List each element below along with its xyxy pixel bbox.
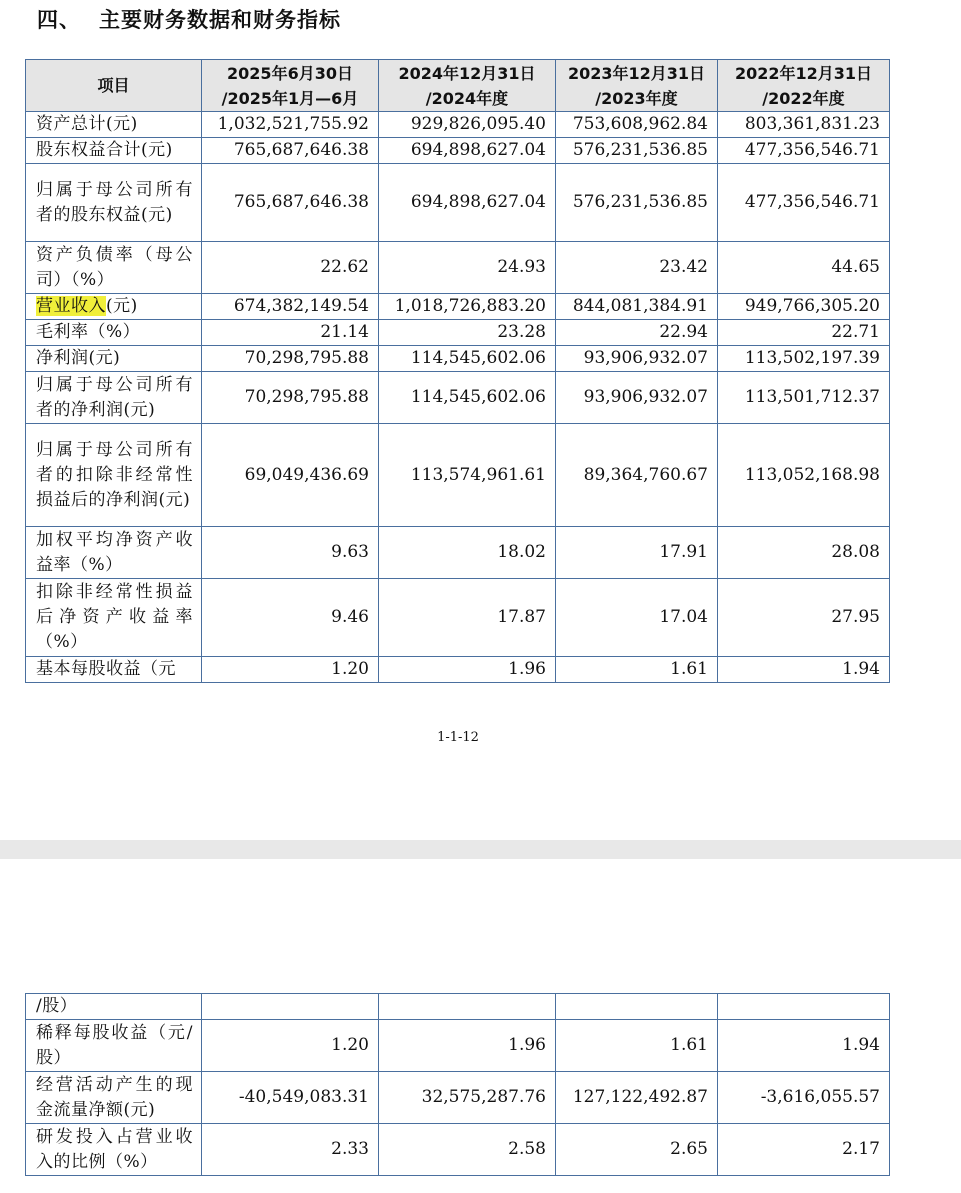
cell-value: 1.61 bbox=[556, 657, 718, 683]
page-separator bbox=[0, 840, 961, 859]
row-label: 加权平均净资产收益率（%） bbox=[26, 527, 202, 579]
cell-value: 69,049,436.69 bbox=[202, 424, 379, 527]
cell-value: 2.65 bbox=[556, 1124, 718, 1176]
table-row bbox=[26, 527, 890, 579]
cell-value: -3,616,055.57 bbox=[718, 1072, 890, 1124]
cell-value: 17.87 bbox=[379, 579, 556, 657]
cell-value: 23.42 bbox=[556, 242, 718, 294]
cell-value: 18.02 bbox=[379, 527, 556, 579]
cell-value bbox=[718, 994, 890, 1020]
cell-value: 1.96 bbox=[379, 657, 556, 683]
table-row bbox=[26, 994, 890, 1020]
table-row bbox=[26, 657, 890, 683]
cell-value: 2.17 bbox=[718, 1124, 890, 1176]
cell-value: 844,081,384.91 bbox=[556, 294, 718, 320]
row-label: 稀释每股收益（元/股） bbox=[26, 1020, 202, 1072]
cell-value: 70,298,795.88 bbox=[202, 346, 379, 372]
cell-value: 22.94 bbox=[556, 320, 718, 346]
cell-value: 576,231,536.85 bbox=[556, 138, 718, 164]
table-row bbox=[26, 424, 890, 527]
highlighted-text: 营业收入 bbox=[36, 296, 106, 316]
table-row bbox=[26, 372, 890, 424]
row-label: 基本每股收益（元 bbox=[26, 657, 202, 683]
header-col-2022: 2022年12月31日 /2022年度 bbox=[718, 60, 890, 112]
table-header-row bbox=[26, 60, 890, 112]
table-row bbox=[26, 242, 890, 294]
header-col-2025h1: 2025年6月30日 /2025年1月—6月 bbox=[202, 60, 379, 112]
row-label: 归属于母公司所有者的净利润(元) bbox=[26, 372, 202, 424]
row-label: 毛利率（%） bbox=[26, 320, 202, 346]
cell-value: 22.62 bbox=[202, 242, 379, 294]
cell-value: -40,549,083.31 bbox=[202, 1072, 379, 1124]
cell-value: 1.20 bbox=[202, 1020, 379, 1072]
cell-value bbox=[379, 994, 556, 1020]
table-row bbox=[26, 346, 890, 372]
cell-value: 93,906,932.07 bbox=[556, 346, 718, 372]
cell-value: 32,575,287.76 bbox=[379, 1072, 556, 1124]
cell-value: 949,766,305.20 bbox=[718, 294, 890, 320]
row-label: 经营活动产生的现金流量净额(元) bbox=[26, 1072, 202, 1124]
financial-data-table-continued bbox=[25, 993, 890, 1176]
row-label: 研发投入占营业收入的比例（%） bbox=[26, 1124, 202, 1176]
cell-value: 765,687,646.38 bbox=[202, 164, 379, 242]
cell-value: 28.08 bbox=[718, 527, 890, 579]
row-label: 归属于母公司所有者的股东权益(元) bbox=[26, 164, 202, 242]
header-col-2024: 2024年12月31日 /2024年度 bbox=[379, 60, 556, 112]
cell-value: 113,501,712.37 bbox=[718, 372, 890, 424]
cell-value: 17.04 bbox=[556, 579, 718, 657]
cell-value: 9.63 bbox=[202, 527, 379, 579]
cell-value: 803,361,831.23 bbox=[718, 112, 890, 138]
cell-value bbox=[556, 994, 718, 1020]
cell-value: 70,298,795.88 bbox=[202, 372, 379, 424]
cell-value: 477,356,546.71 bbox=[718, 164, 890, 242]
cell-value: 127,122,492.87 bbox=[556, 1072, 718, 1124]
row-label: 归属于母公司所有者的扣除非经常性损益后的净利润(元) bbox=[26, 424, 202, 527]
section-title-text: 主要财务数据和财务指标 bbox=[99, 8, 341, 32]
cell-value: 694,898,627.04 bbox=[379, 138, 556, 164]
cell-value: 21.14 bbox=[202, 320, 379, 346]
cell-value: 44.65 bbox=[718, 242, 890, 294]
row-label: 资产负债率（母公司）（%） bbox=[26, 242, 202, 294]
row-label: 净利润(元) bbox=[26, 346, 202, 372]
table-row bbox=[26, 579, 890, 657]
cell-value: 753,608,962.84 bbox=[556, 112, 718, 138]
cell-value: 1.94 bbox=[718, 1020, 890, 1072]
section-number: 四、 bbox=[37, 8, 81, 32]
cell-value: 93,906,932.07 bbox=[556, 372, 718, 424]
cell-value: 929,826,095.40 bbox=[379, 112, 556, 138]
row-label: 股东权益合计(元) bbox=[26, 138, 202, 164]
cell-value: 113,574,961.61 bbox=[379, 424, 556, 527]
financial-data-table bbox=[25, 59, 890, 683]
cell-value bbox=[202, 994, 379, 1020]
table-row bbox=[26, 294, 890, 320]
cell-value: 1,018,726,883.20 bbox=[379, 294, 556, 320]
table-row bbox=[26, 1020, 890, 1072]
cell-value: 694,898,627.04 bbox=[379, 164, 556, 242]
cell-value: 477,356,546.71 bbox=[718, 138, 890, 164]
row-label: 资产总计(元) bbox=[26, 112, 202, 138]
cell-value: 2.33 bbox=[202, 1124, 379, 1176]
row-label-revenue: 营业收入(元) bbox=[26, 294, 202, 320]
cell-value: 89,364,760.67 bbox=[556, 424, 718, 527]
cell-value: 2.58 bbox=[379, 1124, 556, 1176]
section-title bbox=[37, 4, 341, 34]
cell-value: 114,545,602.06 bbox=[379, 346, 556, 372]
cell-value: 23.28 bbox=[379, 320, 556, 346]
header-col-2023: 2023年12月31日 /2023年度 bbox=[556, 60, 718, 112]
cell-value: 24.93 bbox=[379, 242, 556, 294]
cell-value: 674,382,149.54 bbox=[202, 294, 379, 320]
cell-value: 1.20 bbox=[202, 657, 379, 683]
cell-value: 113,052,168.98 bbox=[718, 424, 890, 527]
row-label: /股） bbox=[26, 994, 202, 1020]
table-row bbox=[26, 138, 890, 164]
cell-value: 27.95 bbox=[718, 579, 890, 657]
table-row bbox=[26, 164, 890, 242]
cell-value: 1,032,521,755.92 bbox=[202, 112, 379, 138]
header-item: 项目 bbox=[26, 60, 202, 112]
cell-value: 1.96 bbox=[379, 1020, 556, 1072]
page-number: 1-1-12 bbox=[437, 730, 479, 745]
cell-value: 1.61 bbox=[556, 1020, 718, 1072]
cell-value: 576,231,536.85 bbox=[556, 164, 718, 242]
row-label: 扣除非经常性损益后净资产收益率（%） bbox=[26, 579, 202, 657]
table-row bbox=[26, 1072, 890, 1124]
cell-value: 9.46 bbox=[202, 579, 379, 657]
table-row bbox=[26, 1124, 890, 1176]
cell-value: 1.94 bbox=[718, 657, 890, 683]
cell-value: 765,687,646.38 bbox=[202, 138, 379, 164]
cell-value: 113,502,197.39 bbox=[718, 346, 890, 372]
cell-value: 17.91 bbox=[556, 527, 718, 579]
table-row bbox=[26, 320, 890, 346]
table-row bbox=[26, 112, 890, 138]
cell-value: 22.71 bbox=[718, 320, 890, 346]
cell-value: 114,545,602.06 bbox=[379, 372, 556, 424]
